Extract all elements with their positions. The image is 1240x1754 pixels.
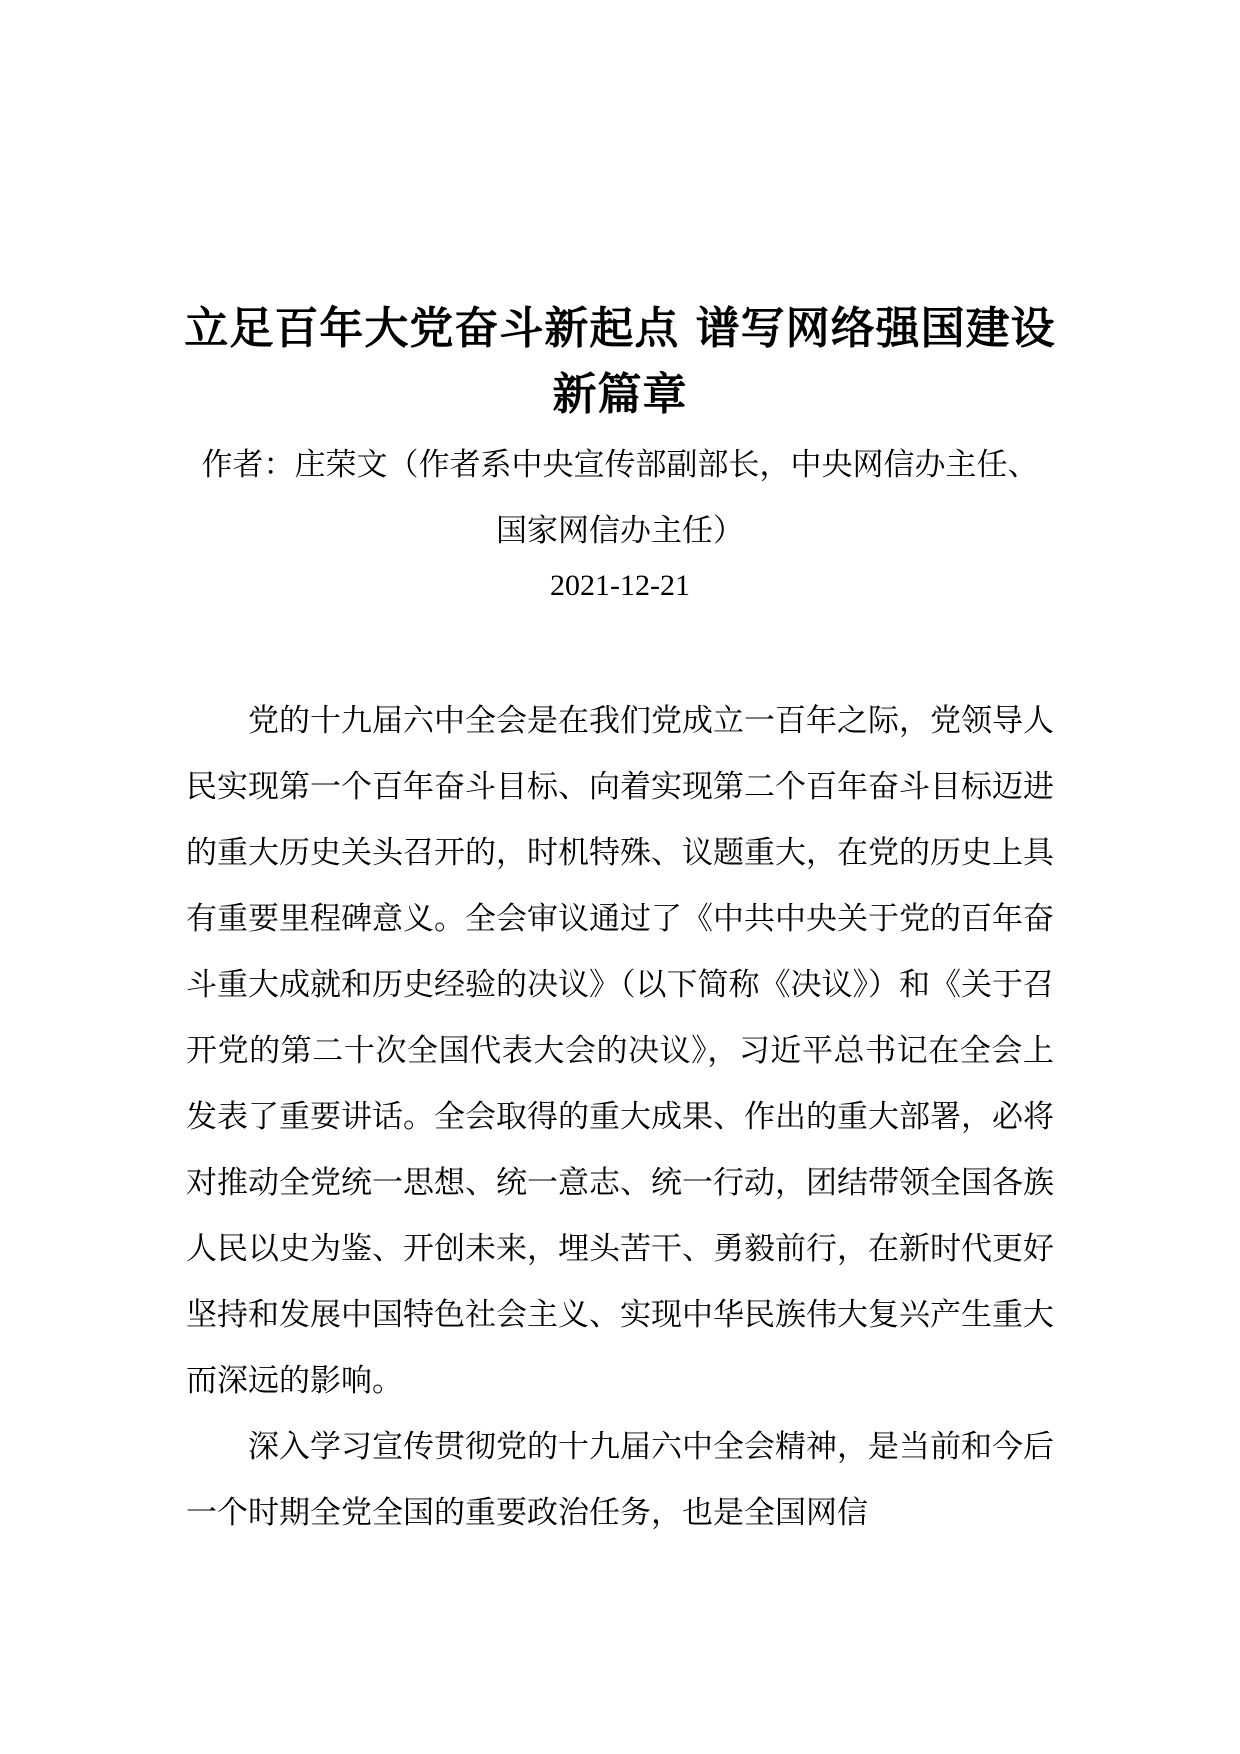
- article-body: [186, 688, 1054, 1546]
- article-title: 立足百年大党奋斗新起点 谱写网络强国建设新篇章: [184, 303, 1056, 420]
- article-date: 2021-12-21: [550, 569, 690, 602]
- body-paragraph: 深入学习宣传贯彻党的十九届六中全会精神，是当前和今后一个时期全党全国的重要政治任务，也是全国网信: [186, 1429, 1054, 1531]
- article-byline: 作者：庄荣文（作者系中央宣传部副部长，中央网信办主任、国家网信办主任）: [201, 447, 1039, 549]
- body-paragraph: 党的十九届六中全会是在我们党成立一百年之际，党领导人民实现第一个百年奋斗目标、向着实现第二个百年奋斗目标迈进的重大历史关头召开的，时机特殊、议题重大，在党的历史上具有重要里程碑意义。全会审议通过了《中共中央关于党的百年奋斗重大成就和历史经验的决议》（以下简称《决议》）和《关于召开党的第二十次全国代表大会的决议》，习近平总书记在全会上发表了重要讲话。全会取得的重大成果、作出的重大部署，必将对推动全党统一思想、统一意志、统一行动，团结带领全国各族人民以史为鉴、开创未来，埋头苦干、勇毅前行，在新时代更好坚持和发展中国特色社会主义、实现中华民族伟大复兴产生重大而深远的影响。: [186, 703, 1054, 1399]
